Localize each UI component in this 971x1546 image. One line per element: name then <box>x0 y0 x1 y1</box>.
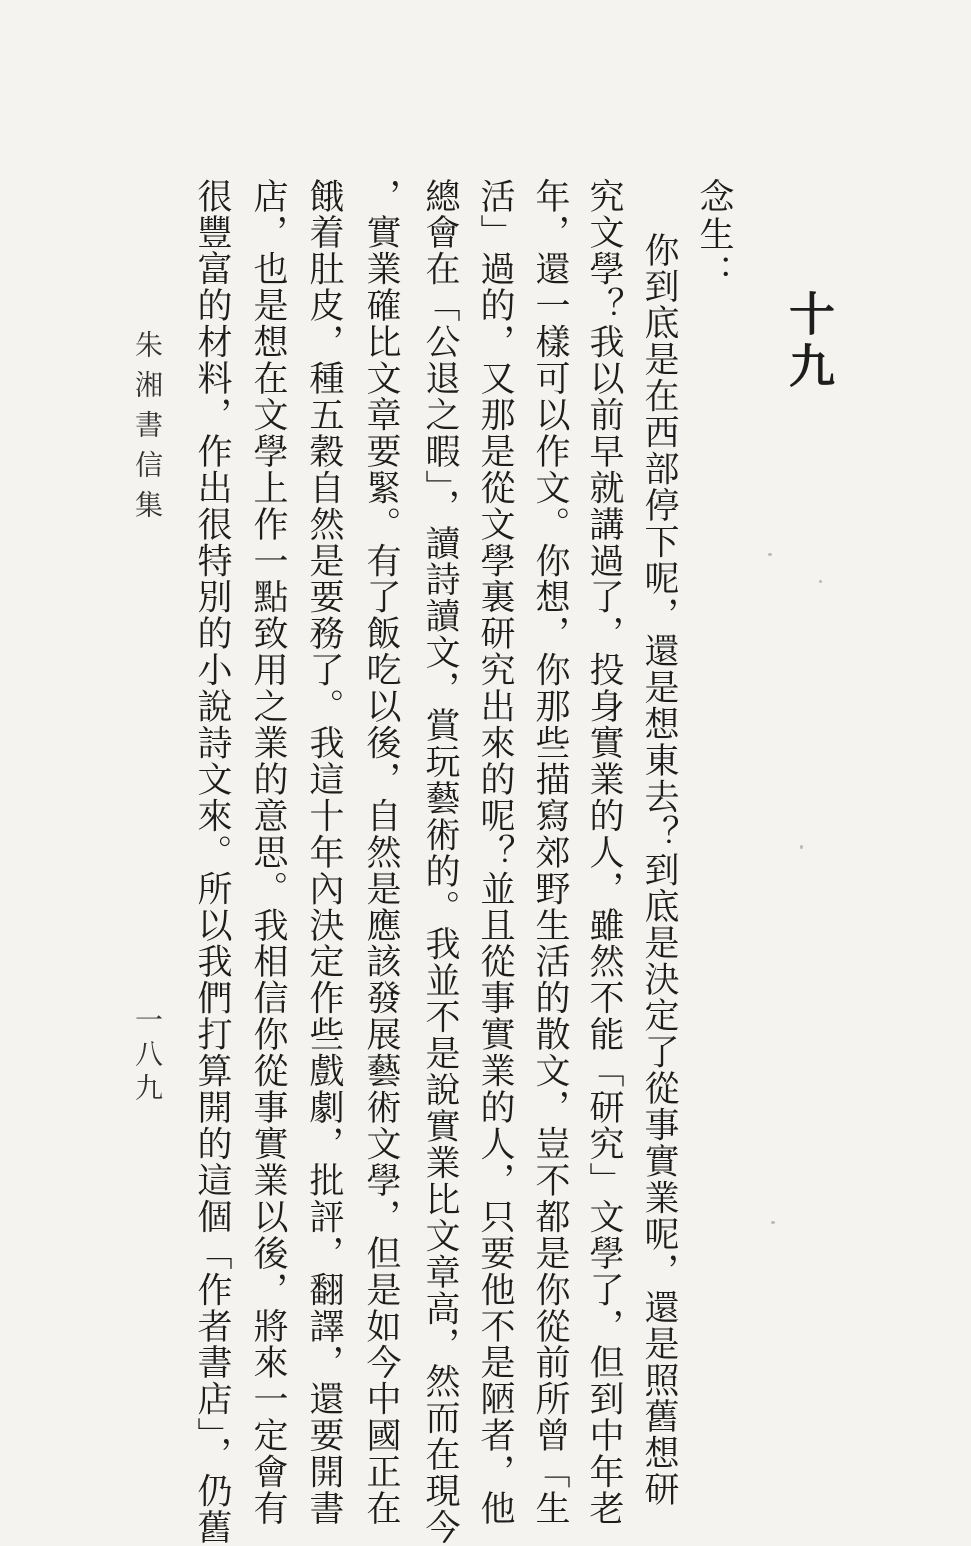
book-title: 朱湘書信集 <box>131 330 164 530</box>
salutation: 念生： <box>694 178 734 292</box>
paper-speck <box>819 580 822 583</box>
text-column: 餓着肚皮，種五穀自然是要務了。我這十年內決定作些戲劇，批評，翻譯，還要開書 <box>304 178 344 1527</box>
text-column: 究文學？我以前早就講過了，投身實業的人，雖然不能「研究」文學了，但到中年老 <box>584 178 624 1527</box>
paper-speck <box>800 845 803 849</box>
text-column: 活」過的，又那是從文學裏研究出來的呢？並且從事實業的人，只要他不是陋者，他 <box>475 178 515 1527</box>
text-column: 店，也是想在文學上作一點致用之業的意思。我相信你從事實業以後，將來一定會有 <box>248 178 288 1527</box>
text-column: ，實業確比文章要緊。有了飯吃以後，自然是應該發展藝術文學，但是如今中國正在 <box>361 178 401 1527</box>
page-number: 一八九 <box>131 1005 164 1107</box>
paper-speck <box>768 553 772 556</box>
text-column: 很豐富的材料，作出很特別的小說詩文來。所以我們打算開的這個「作者書店」，仍舊 <box>192 178 232 1546</box>
text-column: 你到底是在西部停下呢，還是想東去？到底是決定了從事實業呢，還是照舊想研 <box>639 232 679 1508</box>
text-column: 總會在「公退之暇」，讀詩讀文，賞玩藝術的。我並不是說實業比文章高，然而在現今 <box>420 178 460 1546</box>
text-column: 年，還一樣可以作文。你想，你那些描寫郊野生活的散文，豈不都是你從前所曾「生 <box>530 178 570 1527</box>
paper-speck <box>771 1221 775 1224</box>
chapter-number: 十九 <box>782 290 836 394</box>
